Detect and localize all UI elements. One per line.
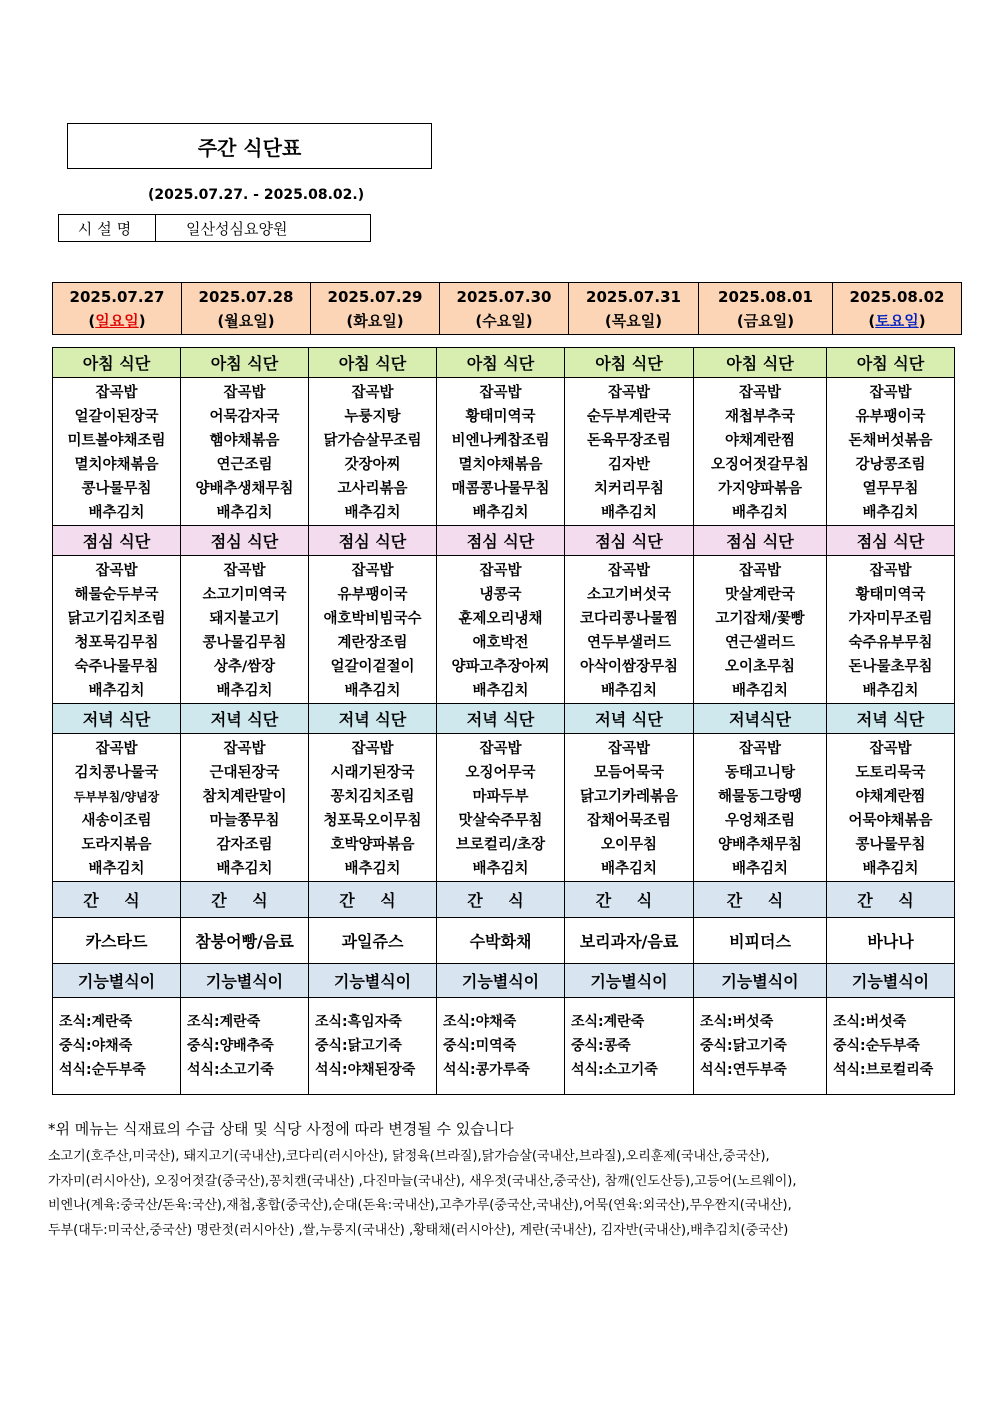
menu-item: 고기잡채/꽃빵	[715, 611, 805, 627]
menu-item: 냉콩국	[479, 587, 522, 603]
menu-item: 멸치야채볶음	[74, 457, 159, 473]
menu-item: 배추김치	[344, 683, 401, 699]
facility-label: 시설명	[59, 215, 156, 241]
functional-item: 중식:야채죽	[59, 1038, 133, 1054]
menu-item: 소고기버섯국	[586, 587, 672, 603]
menu-item: 시래기된장국	[330, 765, 415, 781]
menu-item: 김자반	[607, 457, 651, 473]
menu-item: 재첩부추국	[724, 409, 796, 425]
menu-item: 잡곡밥	[607, 385, 651, 401]
menu-item: 코다리콩나물찜	[579, 611, 679, 627]
functional-label: 기능별식이	[827, 964, 955, 998]
lunch-cell	[694, 556, 827, 704]
menu-item: 배추김치	[600, 505, 658, 521]
menu-item: 배추김치	[862, 505, 919, 521]
menu-item: 연두부샐러드	[586, 635, 672, 651]
lunch-label: 점심 식단	[53, 526, 181, 556]
menu-item: 강낭콩조림	[855, 457, 926, 473]
dinner-cell	[827, 734, 955, 882]
menu-item: 배추김치	[216, 683, 273, 699]
menu-item: 배추김치	[344, 505, 401, 521]
menu-item: 도토리묵국	[855, 765, 926, 781]
breakfast-cell	[694, 378, 827, 526]
lunch-header-row	[53, 526, 955, 556]
menu-item: 모듬어묵국	[593, 765, 665, 781]
lunch-cell	[181, 556, 309, 704]
day-header	[569, 283, 699, 335]
menu-item: 미트볼야채조림	[67, 433, 166, 449]
day-header	[182, 283, 311, 335]
menu-item: 유부팽이국	[337, 587, 408, 603]
menu-item: 열무무침	[862, 481, 919, 497]
menu-item: 새송이조림	[81, 813, 152, 829]
day-name-wrap: (수요일)	[475, 311, 533, 330]
menu-item: 아삭이쌈장무침	[579, 659, 679, 675]
menu-item: 청포묵김무침	[74, 635, 159, 651]
functional-item: 중식:콩죽	[571, 1038, 631, 1054]
breakfast-label: 아침 식단	[181, 348, 309, 378]
day-header	[699, 283, 833, 335]
menu-item: 순두부계란국	[586, 409, 672, 425]
breakfast-cell	[53, 378, 181, 526]
day-date: 2025.07.27	[69, 287, 165, 306]
breakfast-label: 아침 식단	[565, 348, 694, 378]
menu-item: 호박양파볶음	[330, 837, 415, 853]
menu-item: 청포묵오이무침	[323, 813, 422, 829]
breakfast-cell	[827, 378, 955, 526]
functional-item: 중식:순두부죽	[833, 1038, 920, 1054]
day-date: 2025.08.02	[849, 287, 945, 306]
lunch-label: 점심 식단	[181, 526, 309, 556]
menu-item: 배추김치	[344, 861, 401, 877]
menu-item: 잡곡밥	[95, 741, 138, 757]
dinner-label: 저녁식단	[694, 704, 827, 734]
functional-item: 석식:콩가루죽	[443, 1062, 530, 1078]
menu-item: 양파고추장아찌	[451, 659, 550, 675]
lunch-cell	[565, 556, 694, 704]
menu-item: 배추김치	[88, 683, 145, 699]
menu-item: 배추김치	[731, 505, 789, 521]
snack-label: 간 식	[565, 882, 694, 918]
menu-item: 치커리무침	[593, 481, 665, 497]
menu-item: 잡채어묵조림	[586, 813, 672, 829]
snack-item: 참붕어빵/음료	[181, 918, 309, 964]
dinner-cell	[309, 734, 437, 882]
functional-label: 기능별식이	[565, 964, 694, 998]
menu-item: 오징어젓갈무침	[710, 457, 810, 473]
menu-item: 배추김치	[472, 683, 529, 699]
menu-item: 배추김치	[862, 683, 919, 699]
functional-header-row	[53, 964, 955, 998]
menu-item: 어묵야채볶음	[848, 813, 933, 829]
menu-item: 돼지불고기	[209, 611, 280, 627]
menu-item: 닭가슴살무조림	[323, 433, 422, 449]
functional-item: 중식:닭고기죽	[315, 1038, 402, 1054]
menu-item: 황태미역국	[465, 409, 536, 425]
menu-item: 매콤콩나물무침	[451, 481, 550, 497]
day-header	[833, 283, 962, 335]
breakfast-cell	[437, 378, 565, 526]
menu-item: 돈채버섯볶음	[848, 433, 933, 449]
functional-item: 석식:브로컬리죽	[833, 1062, 934, 1078]
lunch-label: 점심 식단	[565, 526, 694, 556]
facility-box	[58, 214, 371, 242]
menu-item: 배추김치	[472, 861, 529, 877]
functional-cell	[437, 998, 565, 1095]
menu-item: 근대된장국	[209, 765, 280, 781]
menu-item: 잡곡밥	[738, 563, 782, 579]
day-name: 토요일	[875, 311, 919, 330]
menu-item: 잡곡밥	[479, 385, 522, 401]
day-name-wrap: (월요일)	[217, 311, 275, 330]
menu-item: 가지양파볶음	[717, 481, 803, 497]
lunch-label: 점심 식단	[694, 526, 827, 556]
breakfast-cell	[565, 378, 694, 526]
menu-item: 꽁치김치조림	[330, 789, 415, 805]
functional-item: 조식:계란죽	[187, 1014, 261, 1030]
snack-header-row	[53, 882, 955, 918]
menu-item: 배추김치	[88, 861, 145, 877]
menu-item: 잡곡밥	[869, 385, 912, 401]
menu-item: 비엔나케찹조림	[451, 433, 550, 449]
menu-item: 잡곡밥	[351, 741, 394, 757]
functional-cell	[309, 998, 437, 1095]
dinner-label: 저녁 식단	[827, 704, 955, 734]
page-title: 주간 식단표	[67, 123, 432, 169]
functional-label: 기능별식이	[53, 964, 181, 998]
menu-item: 참치계란말이	[202, 789, 287, 805]
menu-item: 잡곡밥	[95, 563, 138, 579]
notes	[48, 1118, 948, 1243]
menu-item: 김치콩나물국	[74, 765, 159, 781]
menu-item: 돈나물초무침	[848, 659, 933, 675]
menu-item: 콩나물무침	[81, 481, 152, 497]
functional-item: 석식:소고기죽	[571, 1062, 658, 1078]
functional-item: 석식:연두부죽	[700, 1062, 787, 1078]
menu-item: 잡곡밥	[607, 741, 651, 757]
dinner-label: 저녁 식단	[437, 704, 565, 734]
breakfast-label: 아침 식단	[694, 348, 827, 378]
functional-item: 조식:흑임자죽	[315, 1014, 402, 1030]
menu-item: 갓장아찌	[344, 457, 401, 473]
functional-item: 조식:계란죽	[59, 1014, 133, 1030]
day-date: 2025.07.30	[456, 287, 552, 306]
menu-item: 배추김치	[731, 861, 789, 877]
menu-item: 맛살계란국	[724, 587, 796, 603]
breakfast-label: 아침 식단	[53, 348, 181, 378]
dinner-cell	[53, 734, 181, 882]
menu-item: 고사리볶음	[337, 481, 408, 497]
day-name: 월요일	[224, 311, 268, 330]
snack-items-row	[53, 918, 955, 964]
menu-item: 계란장조림	[337, 635, 408, 651]
menu-item: 콩나물김무침	[202, 635, 287, 651]
menu-item: 닭고기카레볶음	[579, 789, 679, 805]
snack-label: 간 식	[694, 882, 827, 918]
facility-name: 일산성심요양원	[186, 219, 288, 238]
menu-item: 콩나물무침	[855, 837, 926, 853]
functional-label: 기능별식이	[309, 964, 437, 998]
breakfast-cell	[309, 378, 437, 526]
lunch-cell	[309, 556, 437, 704]
functional-cell	[53, 998, 181, 1095]
dinner-label: 저녁 식단	[181, 704, 309, 734]
functional-label: 기능별식이	[181, 964, 309, 998]
functional-item: 조식:버섯죽	[700, 1014, 774, 1030]
menu-item: 동태고니탕	[724, 765, 796, 781]
menu-item: 배추김치	[88, 505, 145, 521]
menu-item: 잡곡밥	[223, 385, 266, 401]
menu-item: 배추김치	[600, 683, 658, 699]
day-name: 금요일	[743, 311, 788, 330]
lunch-label: 점심 식단	[309, 526, 437, 556]
day-header	[53, 283, 182, 335]
menu-item: 어묵감자국	[209, 409, 280, 425]
lunch-cell	[437, 556, 565, 704]
note-line: 두부(대두:미국산,중국산) 명란젓(러시아산) ,쌀,누룽지(국내산) ,황태채(러시아산), 계란(국내산), 김자반(국내산),배추김치(중국산)	[48, 1222, 789, 1238]
menu-item: 배추김치	[472, 505, 529, 521]
breakfast-items-row	[53, 378, 955, 526]
day-date: 2025.08.01	[718, 287, 813, 306]
menu-item: 얼갈이겉절이	[330, 659, 415, 675]
snack-label: 간 식	[181, 882, 309, 918]
snack-item: 보리과자/음료	[565, 918, 694, 964]
breakfast-label: 아침 식단	[437, 348, 565, 378]
breakfast-header-row	[53, 348, 955, 378]
menu-item: 잡곡밥	[95, 385, 138, 401]
menu-item: 오징어무국	[465, 765, 536, 781]
menu-item: 브로컬리/초장	[455, 837, 546, 853]
breakfast-label: 아침 식단	[827, 348, 955, 378]
day-name: 수요일	[482, 311, 526, 330]
functional-cell	[827, 998, 955, 1095]
menu-item: 햄야채볶음	[209, 433, 280, 449]
menu-item: 맛살숙주무침	[458, 813, 543, 829]
menu-item: 잡곡밥	[479, 563, 522, 579]
menu-item: 상추/쌈장	[213, 659, 276, 675]
functional-item: 석식:순두부죽	[59, 1062, 146, 1078]
functional-item: 조식:버섯죽	[833, 1014, 907, 1030]
day-name-wrap: (금요일)	[736, 311, 795, 330]
snack-label: 간 식	[827, 882, 955, 918]
day-date: 2025.07.29	[327, 287, 423, 306]
functional-cell	[181, 998, 309, 1095]
menu-item: 잡곡밥	[351, 563, 394, 579]
day-name-wrap: (화요일)	[346, 311, 404, 330]
menu-item: 오이무침	[600, 837, 658, 853]
lunch-cell	[827, 556, 955, 704]
menu-item: 잡곡밥	[738, 741, 782, 757]
note-line: *위 메뉴는 식재료의 수급 상태 및 식당 사정에 따라 변경될 수 있습니다	[48, 1120, 514, 1138]
day-header	[311, 283, 440, 335]
dinner-label: 저녁 식단	[309, 704, 437, 734]
menu-item: 돈육무장조림	[586, 433, 672, 449]
functional-item: 석식:야채된장죽	[315, 1062, 416, 1078]
day-name-wrap: (일요일)	[88, 311, 146, 330]
lunch-cell	[53, 556, 181, 704]
menu-item: 잡곡밥	[869, 741, 912, 757]
menu-item: 양배추생채무침	[195, 481, 294, 497]
dinner-items-row	[53, 734, 955, 882]
period-range: (2025.07.27. - 2025.08.02.)	[148, 187, 365, 203]
functional-item: 중식:닭고기죽	[700, 1038, 787, 1054]
menu-item: 감자조림	[216, 837, 273, 853]
note-line: 소고기(호주산,미국산), 돼지고기(국내산),코다리(러시아산), 닭정육(브라질),닭가슴살(국내산,브라질),오리훈제(국내산,중국산),	[48, 1149, 770, 1164]
lunch-label: 점심 식단	[827, 526, 955, 556]
day-name: 화요일	[353, 311, 397, 330]
functional-label: 기능별식이	[437, 964, 565, 998]
menu-item: 연근샐러드	[724, 635, 796, 651]
menu-item: 배추김치	[862, 861, 919, 877]
menu-item: 유부팽이국	[855, 409, 926, 425]
menu-item: 해물동그랑땡	[717, 789, 803, 805]
menu-item: 애호박전	[472, 635, 529, 651]
day-header	[440, 283, 569, 335]
menu-item: 양배추채무침	[717, 837, 803, 853]
snack-label: 간 식	[309, 882, 437, 918]
lunch-label: 점심 식단	[437, 526, 565, 556]
functional-item: 중식:양배추죽	[187, 1038, 274, 1054]
menu-item: 해물순두부국	[74, 587, 159, 603]
menu-item: 배추김치	[216, 861, 273, 877]
menu-item: 배추김치	[216, 505, 273, 521]
date-header	[52, 282, 962, 335]
menu-item: 얼갈이된장국	[74, 409, 159, 425]
snack-item: 과일쥬스	[309, 918, 437, 964]
menu-item: 애호박비빔국수	[323, 611, 422, 627]
menu-item: 오이초무침	[724, 659, 796, 675]
menu-item: 소고기미역국	[202, 587, 287, 603]
menu-item: 마파두부	[472, 789, 529, 805]
dinner-cell	[565, 734, 694, 882]
dinner-header-row	[53, 704, 955, 734]
menu-item: 훈제오리냉채	[458, 611, 543, 627]
snack-item: 비피더스	[694, 918, 827, 964]
menu-item: 잡곡밥	[479, 741, 522, 757]
menu-item: 우엉채조림	[724, 813, 796, 829]
menu-item: 잡곡밥	[738, 385, 782, 401]
lunch-items-row	[53, 556, 955, 704]
snack-item: 바나나	[827, 918, 955, 964]
menu-item: 도라지볶음	[81, 837, 152, 853]
dinner-cell	[437, 734, 565, 882]
menu-item: 배추김치	[731, 683, 789, 699]
menu-item: 숙주유부무침	[848, 635, 933, 651]
dinner-cell	[181, 734, 309, 882]
breakfast-cell	[181, 378, 309, 526]
menu-item: 배추김치	[600, 861, 658, 877]
menu-item: 닭고기김치조림	[67, 611, 166, 627]
day-name: 일요일	[95, 311, 139, 330]
day-date: 2025.07.28	[198, 287, 294, 306]
menu-item: 잡곡밥	[223, 563, 266, 579]
note-line: 가자미(러시아산), 오징어젓갈(중국산),꽁치캔(국내산) ,다진마늘(국내산), 새우젓(국내산,중국산), 참깨(인도산등),고등어(노르웨이),	[48, 1173, 797, 1189]
menu-item: 잡곡밥	[607, 563, 651, 579]
menu-table	[52, 347, 955, 1095]
menu-item: 연근조림	[216, 457, 273, 473]
functional-items-row	[53, 998, 955, 1095]
functional-cell	[565, 998, 694, 1095]
menu-item: 마늘쫑무침	[209, 813, 280, 829]
dinner-label: 저녁 식단	[53, 704, 181, 734]
functional-item: 조식:계란죽	[571, 1014, 645, 1030]
menu-item: 멸치야채볶음	[458, 457, 543, 473]
functional-cell	[694, 998, 827, 1095]
snack-item: 카스타드	[53, 918, 181, 964]
menu-item: 가자미무조림	[848, 611, 933, 627]
menu-item: 두부부침/양념장	[73, 790, 160, 804]
note-line: 비엔나(계육:중국산/돈육:국산),재첩,홍합(중국산),순대(돈육:국내산),고추가루(중국산,국내산),어묵(연육:외국산),무우짠지(국내산),	[48, 1198, 792, 1213]
snack-label: 간 식	[53, 882, 181, 918]
functional-item: 조식:야채죽	[443, 1014, 517, 1030]
menu-item: 황태미역국	[855, 587, 926, 603]
functional-item: 중식:미역죽	[443, 1038, 517, 1054]
functional-item: 석식:소고기죽	[187, 1062, 274, 1078]
day-name-wrap: (목요일)	[604, 311, 663, 330]
day-name: 목요일	[611, 311, 656, 330]
menu-item: 숙주나물무침	[74, 659, 159, 675]
functional-label: 기능별식이	[694, 964, 827, 998]
snack-label: 간 식	[437, 882, 565, 918]
day-date: 2025.07.31	[586, 287, 681, 306]
snack-item: 수박화채	[437, 918, 565, 964]
menu-item: 야채계란찜	[855, 789, 926, 805]
menu-item: 잡곡밥	[351, 385, 394, 401]
menu-item: 잡곡밥	[223, 741, 266, 757]
breakfast-label: 아침 식단	[309, 348, 437, 378]
dinner-label: 저녁 식단	[565, 704, 694, 734]
menu-item: 야채계란찜	[724, 433, 796, 449]
day-name-wrap: (토요일)	[868, 311, 926, 330]
menu-item: 누룽지탕	[344, 409, 401, 425]
menu-item: 잡곡밥	[869, 563, 912, 579]
dinner-cell	[694, 734, 827, 882]
